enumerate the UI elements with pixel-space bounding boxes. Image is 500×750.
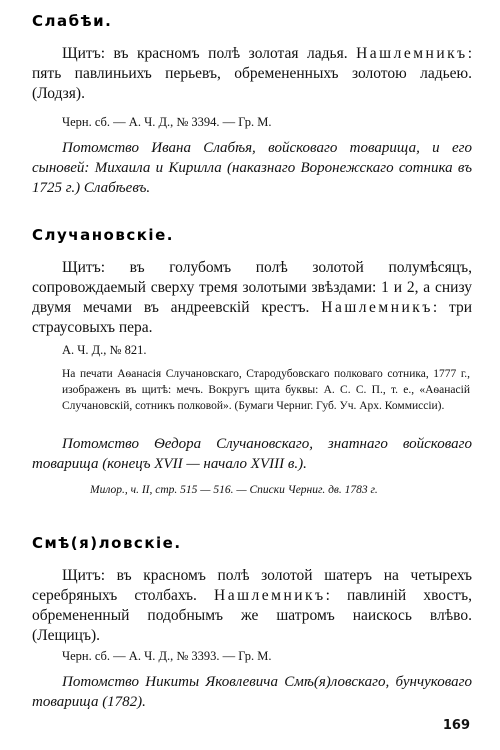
entry-heading: Случановскіе. — [32, 226, 174, 244]
entry-blazon: Щитъ: въ красномъ полѣ золотой шатеръ на четырехъ серебряныхъ столбахъ. Нашлемникъ: павлиній хвостъ, обремененный подобнымъ же шатромъ наискось влѣво. (Лещицъ). — [32, 567, 472, 644]
entry-lineage: Потомство Ѳедора Случановскаго, знатнаго войсковаго товарища (конецъ XVII — начало XVIII в.). — [32, 436, 472, 472]
entry-heading: Смѣ(я)ловскіе. — [32, 534, 182, 552]
entry-lineage: Потомство Никиты Яковлевича Смѣ(я)ловскаго, бунчуковаго товарища (1782). — [32, 674, 472, 710]
entry-source: Черн. сб. — А. Ч. Д., № 3393. — Гр. М. — [62, 649, 272, 663]
entry-heading: Слабѣи. — [32, 12, 113, 30]
page-number: 169 — [442, 718, 470, 733]
entry-blazon: Щитъ: въ красномъ полѣ золотая ладья. Нашлемникъ: пять павлиньихъ перьевъ, обремененныхъ золотою ладьею. (Лодзя). — [32, 45, 472, 102]
entry-blazon: Щитъ: въ голубомъ полѣ золотой полумѣсяцъ, сопровождаемый сверху тремя золотыми звѣздами: 1 и 2, а снизу двумя мечами въ андреевскій крестъ. Нашлемникъ: три страусовыхъ пера. — [32, 259, 472, 336]
entry-lineage: Потомство Ивана Слабѣя, войсковаго товарища, и его сыновей: Михаила и Кирилла (наказнаго Воронежскаго сотника въ 1725 г.) Слабѣевъ. — [32, 140, 472, 196]
entry-source: Черн. сб. — А. Ч. Д., № 3394. — Гр. М. — [62, 115, 272, 129]
entry-note: На печати Аѳанасія Случановскаго, Стародубовскаго полковаго сотника, 1777 г., изображенъ въ щитѣ: мечъ. Вокругъ щита буквы: А. С. С. П., т. е., «Аѳанасій Случановскій, сотникъ полковой». (Бумаги Черниг. Губ. Уч. Арх. Коммиссіи). — [62, 368, 470, 412]
entry-source: А. Ч. Д., № 821. — [62, 343, 147, 357]
entry-reference: Милор., ч. II, стр. 515 — 516. — Списки Черниг. дв. 1783 г. — [90, 484, 378, 496]
